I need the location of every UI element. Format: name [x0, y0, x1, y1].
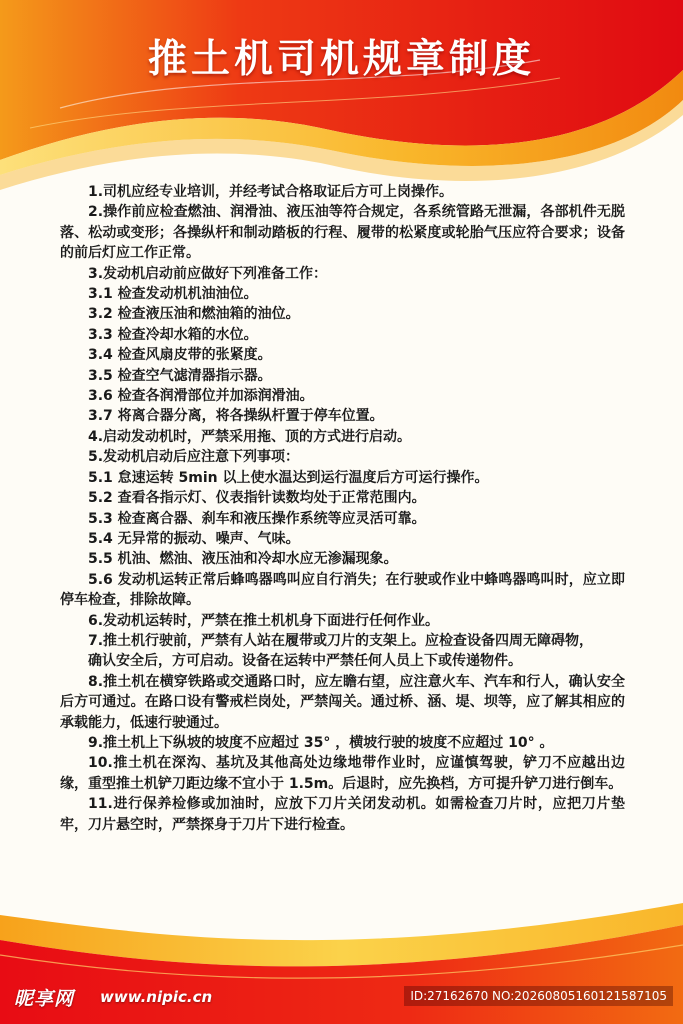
watermark-url: www.nipic.cn [100, 988, 213, 1006]
rule-item: 3.5 检查空气滤清器指示器。 [88, 367, 272, 384]
rule-item: 6.发动机运转时，严禁在推土机机身下面进行任何作业。 [88, 612, 440, 629]
rule-item: 3.3 检查冷却水箱的水位。 [88, 326, 258, 343]
rule-item: 5.3 检查离合器、刹车和液压操作系统等应灵活可靠。 [88, 510, 426, 527]
rule-item: 4.启动发动机时，严禁采用拖、顶的方式进行启动。 [88, 428, 412, 445]
page-title: 推土机司机规章制度 [147, 37, 535, 82]
rule-item: 确认安全后，方可启动。设备在运转中严禁任何人员上下或传递物件。 [88, 653, 522, 670]
rule-item: 3.7 将离合器分离，将各操纵杆置于停车位置。 [88, 408, 384, 425]
rule-item: 3.2 检查液压油和燃油箱的油位。 [88, 306, 300, 323]
rule-item: 5.4 无异常的振动、噪声、气味。 [88, 530, 300, 547]
rule-item: 3.6 检查各润滑部位并加添润滑油。 [88, 388, 314, 405]
rule-item: 5.5 机油、燃油、液压油和冷却水应无渗漏现象。 [88, 551, 398, 568]
rule-item: 2.操作前应检查燃油、润滑油、液压油等符合规定，各系统管路无泄漏，各部机件无脱落、松动或变形；各操纵杆和制动踏板的行程、履带的松紧度或轮胎气压应符合要求；设备的前后灯应工作正常。 [60, 204, 625, 262]
rule-item: 5.2 查看各指示灯、仪表指针读数均处于正常范围内。 [88, 490, 426, 507]
rule-item: 7.推土机行驶前，严禁有人站在履带或刀片的支架上。应检查设备四周无障碍物， [88, 632, 594, 649]
rule-item: 5.6 发动机运转正常后蜂鸣器鸣叫应自行消失；在行驶或作业中蜂鸣器鸣叫时，应立即停车检查，排除故障。 [60, 571, 625, 609]
rule-item: 3.4 检查风扇皮带的张紧度。 [88, 347, 272, 364]
rule-item: 3.1 检查发动机机油油位。 [88, 286, 258, 303]
rule-item: 1.司机应经专业培训，并经考试合格取证后方可上岗操作。 [88, 184, 454, 200]
rule-item: 8.推土机在横穿铁路或交通路口时，应左瞻右望，应注意火车、汽车和行人，确认安全后方可通过。在路口设有警戒栏岗处，严禁闯关。通过桥、涵、堤、坝等，应了解其相应的承载能力，低速行驶通过。 [60, 673, 625, 731]
watermark-logo: 昵享网 [14, 988, 75, 1010]
watermark-id: ID:27162670 NO:20260805160121587105 [404, 986, 673, 1006]
rule-item: 9.推土机上下纵坡的坡度不应超过 35° ，横坡行驶的坡度不应超过 10° 。 [88, 734, 554, 751]
rule-item: 10.推土机在深沟、基坑及其他高处边缘地带作业时，应谨慎驾驶，铲刀不应越出边缘，重型推土机铲刀距边缘不宜小于 1.5m。后退时，应先换档，方可提升铲刀进行倒车。 [60, 755, 625, 792]
rules-list [60, 182, 625, 835]
rule-item: 5.1 怠速运转 5min 以上使水温达到运行温度后方可运行操作。 [88, 469, 489, 486]
rule-item: 5.发动机启动后应注意下列事项： [88, 449, 300, 466]
rule-item: 3.发动机启动前应做好下列准备工作： [88, 265, 328, 282]
rule-item: 11.进行保养检修或加油时，应放下刀片关闭发动机。如需检查刀片时，应把刀片垫牢，刀片悬空时，严禁探身于刀片下进行检查。 [60, 796, 625, 833]
